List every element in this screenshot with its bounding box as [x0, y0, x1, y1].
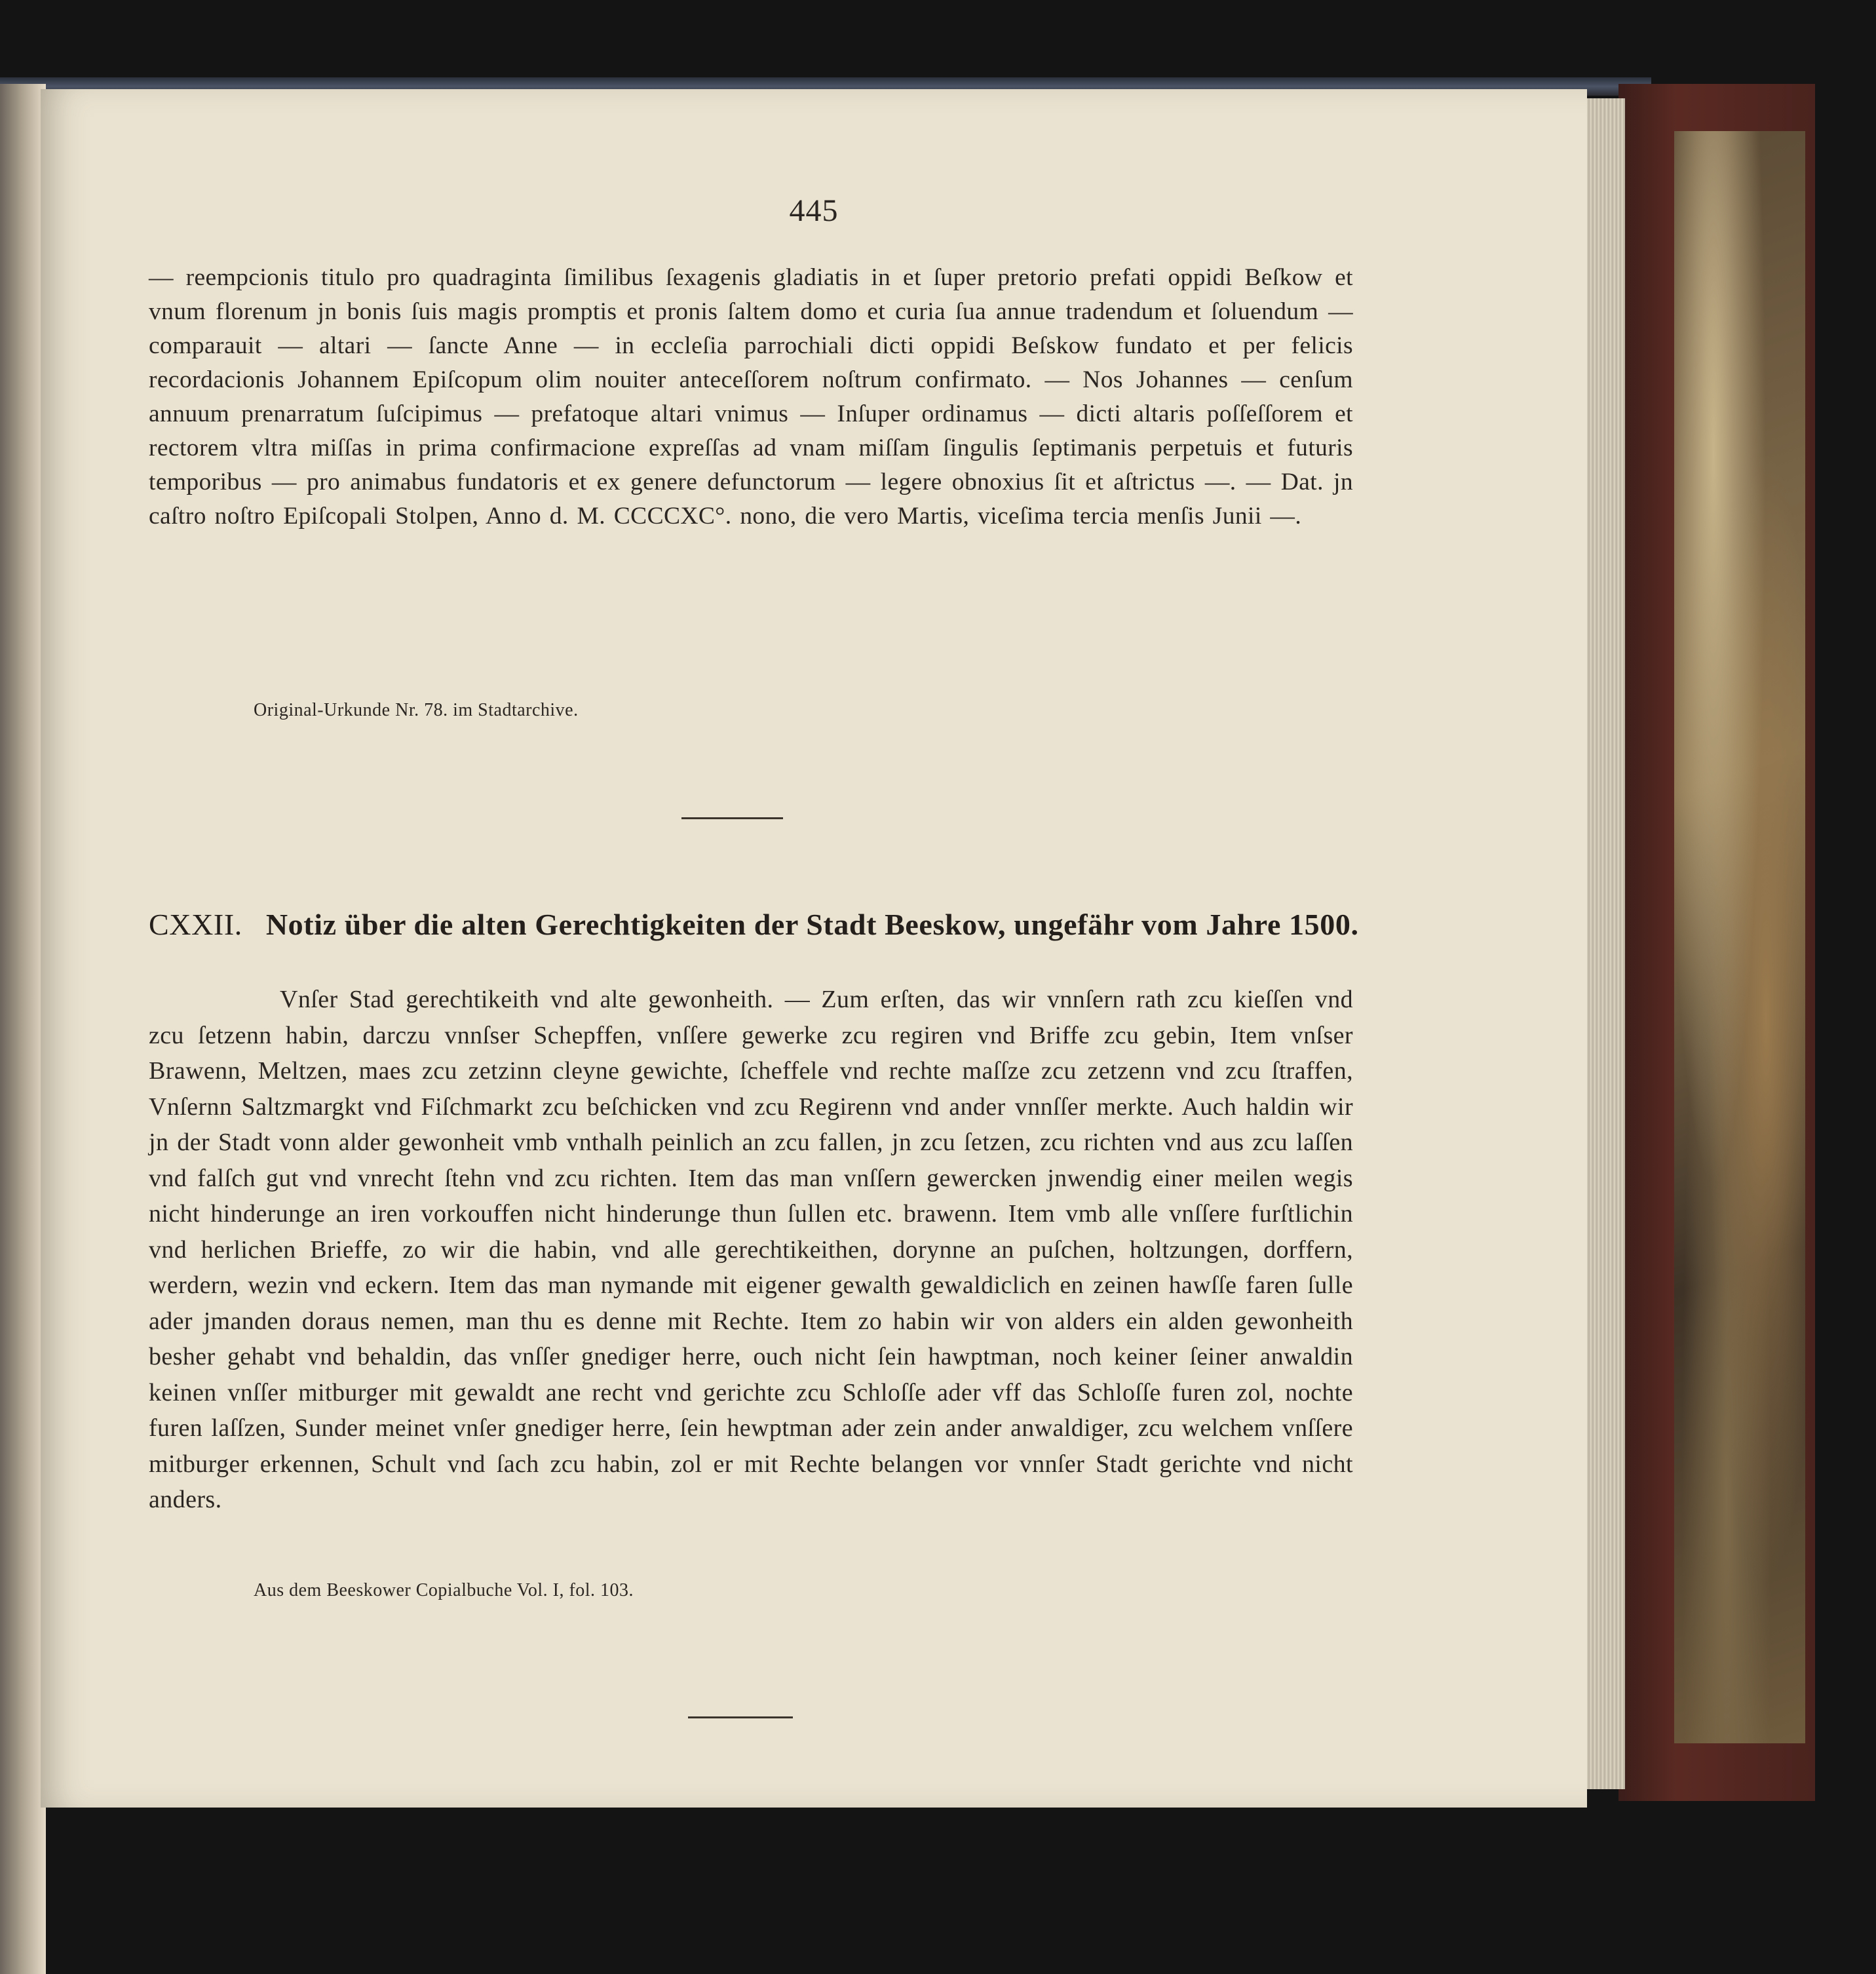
document-numeral: CXXII.	[149, 908, 242, 941]
document-title: Notiz über die alten Gerechtigkeiten der Stadt Beeskow, ungefähr vom Jahre 1500.	[265, 908, 1359, 941]
book-page	[41, 89, 1587, 1808]
german-rights-text: Vnſer Stad gerechtikeith vnd alte gewonheith. — Zum erſten, das wir vnnſern rath zcu kieſſen vnd zcu ſetzenn habin, darczu vnnſser Schepffen, vnſſere gewerke zcu regiren vnd Briffe zcu gebin, Item vnſser Brawenn, Meltzen, maes zcu zetzinn cleyne gewichte, ſcheffele vnd rechte maſſze zcu zetzenn vnd zcu ſtraffen, Vnſernn Saltzmargkt vnd Fiſchmarkt zcu beſchicken vnd zcu Regirenn vnd ander vnnſſer merkte. Auch haldin wir jn der Stadt vonn alder gewonheit vmb vnthalh peinlich an zcu fallen, jn zcu ſetzen, zcu richten vnd aus zcu laſſen vnd falſch gut vnd vnrecht ſtehn vnd zcu richten. Item das man vnſſern gewercken jnwendig einer meilen wegis nicht hinderunge an iren vorkouffen nicht hinderunge thun ſullen etc. brawenn. Item vmb alle vnſſere furſtlichin vnd herlichen Brieffe, zo wir die habin, vnd alle gerechtikeithen, dorynne an puſchen, holtzungen, dorffern, werdern, wezin vnd eckern. Item das man nymande mit eigener gewalth gewaldiclich en zeinen hawſſe faren ſulle ader jmanden doraus nemen, man thu es denne mit Rechte. Item zo habin wir von alders ein alden gewonheith besher gehabt vnd behaldin, das vnſſer gnediger herre, ouch nicht ſein hawptman, noch keiner ſeiner anwaldin keinen vnſſer mitburger mit gewaldt ane recht vnd gerichte zcu Schloſſe ader vff das Schloſſe furen zol, nochte furen laſſzen, Sunder meinet vnſer gnediger herre, ſein hewptman ader zein ander anwaldiger, zcu welchem vnſſere mitburger erkennen, Schult vnd ſach zcu habin, zol er mit Rechte belangen vor vnnſer Stadt gerichte vnd nicht anders.	[149, 986, 1353, 1513]
page-number: 445	[789, 193, 839, 228]
source-note-original: Original-Urkunde Nr. 78. im Stadtarchive.	[254, 700, 579, 720]
document-heading	[149, 907, 1390, 942]
section-divider-end	[688, 1716, 793, 1718]
section-divider	[681, 817, 783, 819]
marbled-endpaper	[1674, 131, 1805, 1743]
source-note-copialbuch: Aus dem Beeskower Copialbuche Vol. I, fol. 103.	[254, 1580, 634, 1600]
left-page-edge	[0, 84, 46, 1974]
latin-charter-text: — reempcionis titulo pro quadraginta ſimilibus ſexagenis gladiatis in et ſuper pretorio prefati oppidi Beſkow et vnum florenum jn bonis ſuis magis promptis et pronis ſaltem domo et curia ſua annue tradendum et ſoluendum — comparauit — altari — ſancte Anne — in eccleſia parrochiali dicti oppidi Beſskow fundato et per felicis recordacionis Johannem Epiſcopum olim nouiter anteceſſorem noſtrum confirmato. — Nos Johannes — cenſum annuum prenarratum ſuſcipimus — prefatoque altari vnimus — Inſuper ordinamus — dicti altaris poſſeſſorem et rectorem vltra miſſas in prima confirmacione expreſſas ad vnam miſſam ſingulis ſeptimanis perpetuis et futuris temporibus — pro animabus fundatoris et ex genere defunctorum — legere obnoxius ſit et aſtrictus —. — Dat. jn caſtro noſtro Epiſcopali Stolpen, Anno d. M. CCCCXC°. nono, die vero Martis, viceſima tercia menſis Junii —.	[149, 264, 1353, 530]
